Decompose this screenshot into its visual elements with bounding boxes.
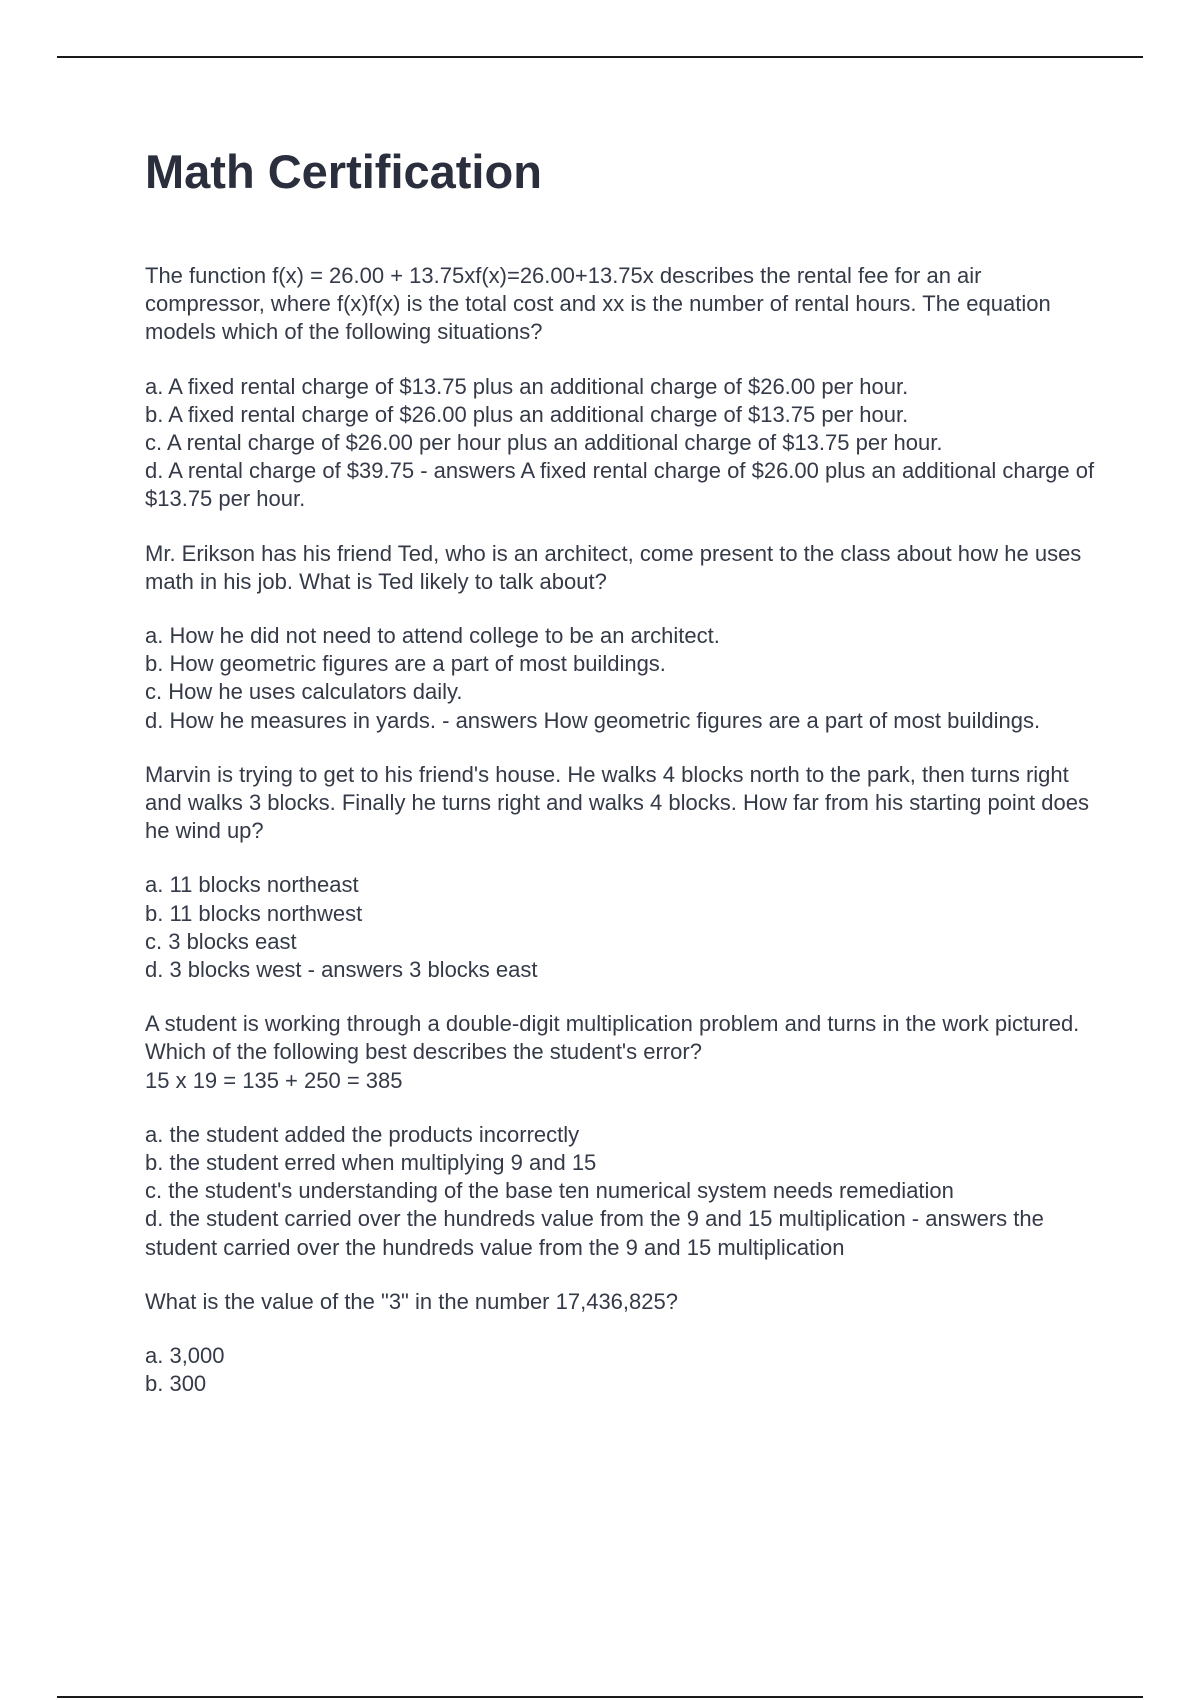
question-text: What is the value of the "3" in the number 17,436,825? xyxy=(145,1288,678,1314)
question-text: A student is working through a double-digit multiplication problem and turns in the work pictured. Which of the following best describes the student's error? xyxy=(145,1011,1080,1065)
answer-option: d. the student carried over the hundreds value from the 9 and 15 multiplication - answers the student carried over the hundreds value from the 9 and 15 multiplication xyxy=(145,1206,1044,1260)
question-stem xyxy=(145,540,1105,596)
question-block xyxy=(145,1288,1105,1399)
answer-option: a. 11 blocks northeast xyxy=(145,872,359,898)
answer-options xyxy=(145,1342,1105,1398)
answer-options xyxy=(145,373,1105,514)
answer-option: a. How he did not need to attend college to be an architect. xyxy=(145,623,720,649)
answer-option: c. How he uses calculators daily. xyxy=(145,679,463,705)
answer-option: d. How he measures in yards. - answers How geometric figures are a part of most buildings. xyxy=(145,707,1041,733)
answer-option: a. the student added the products incorrectly xyxy=(145,1121,580,1147)
bottom-rule xyxy=(57,1696,1143,1698)
question-equation: 15 x 19 = 135 + 250 = 385 xyxy=(145,1067,403,1093)
question-stem xyxy=(145,761,1105,846)
question-block xyxy=(145,262,1105,514)
answer-option: d. 3 blocks west - answers 3 blocks east xyxy=(145,957,538,983)
question-block xyxy=(145,540,1105,735)
answer-option: c. 3 blocks east xyxy=(145,928,297,954)
question-block xyxy=(145,761,1105,984)
question-stem xyxy=(145,1288,1105,1316)
answer-option: d. A rental charge of $39.75 - answers A fixed rental charge of $26.00 plus an additional charge of $13.75 per hour. xyxy=(145,458,1095,512)
question-stem xyxy=(145,1010,1105,1095)
answer-option: b. A fixed rental charge of $26.00 plus an additional charge of $13.75 per hour. xyxy=(145,401,909,427)
answer-option: a. 3,000 xyxy=(145,1343,225,1369)
answer-option: b. 300 xyxy=(145,1371,207,1397)
document-body xyxy=(145,142,1105,1399)
answer-options xyxy=(145,1121,1105,1262)
answer-option: b. How geometric figures are a part of most buildings. xyxy=(145,651,666,677)
answer-option: c. A rental charge of $26.00 per hour plus an additional charge of $13.75 per hour. xyxy=(145,430,943,456)
answer-option: b. 11 blocks northwest xyxy=(145,900,363,926)
answer-option: a. A fixed rental charge of $13.75 plus an additional charge of $26.00 per hour. xyxy=(145,373,909,399)
question-block xyxy=(145,1010,1105,1262)
answer-option: b. the student erred when multiplying 9 and 15 xyxy=(145,1150,597,1176)
page-title: Math Certification xyxy=(145,145,542,198)
answer-option: c. the student's understanding of the base ten numerical system needs remediation xyxy=(145,1178,954,1204)
answer-options xyxy=(145,622,1105,735)
question-text: Marvin is trying to get to his friend's house. He walks 4 blocks north to the park, then turns right and walks 3 blocks. Finally he turns right and walks 4 blocks. How far from his starting point does he wind up? xyxy=(145,761,1089,844)
question-text: The function f(x) = 26.00 + 13.75xf(x)=26.00+13.75x describes the rental fee for an air compressor, where f(x)f(x) is the total cost and xx is the number of rental hours. The equation models which of the following situations? xyxy=(145,263,1051,345)
question-text: Mr. Erikson has his friend Ted, who is an architect, come present to the class about how he uses math in his job. What is Ted likely to talk about? xyxy=(145,540,1082,594)
question-list xyxy=(145,262,1105,1399)
top-rule xyxy=(57,56,1143,58)
answer-options xyxy=(145,871,1105,984)
question-stem xyxy=(145,262,1105,347)
